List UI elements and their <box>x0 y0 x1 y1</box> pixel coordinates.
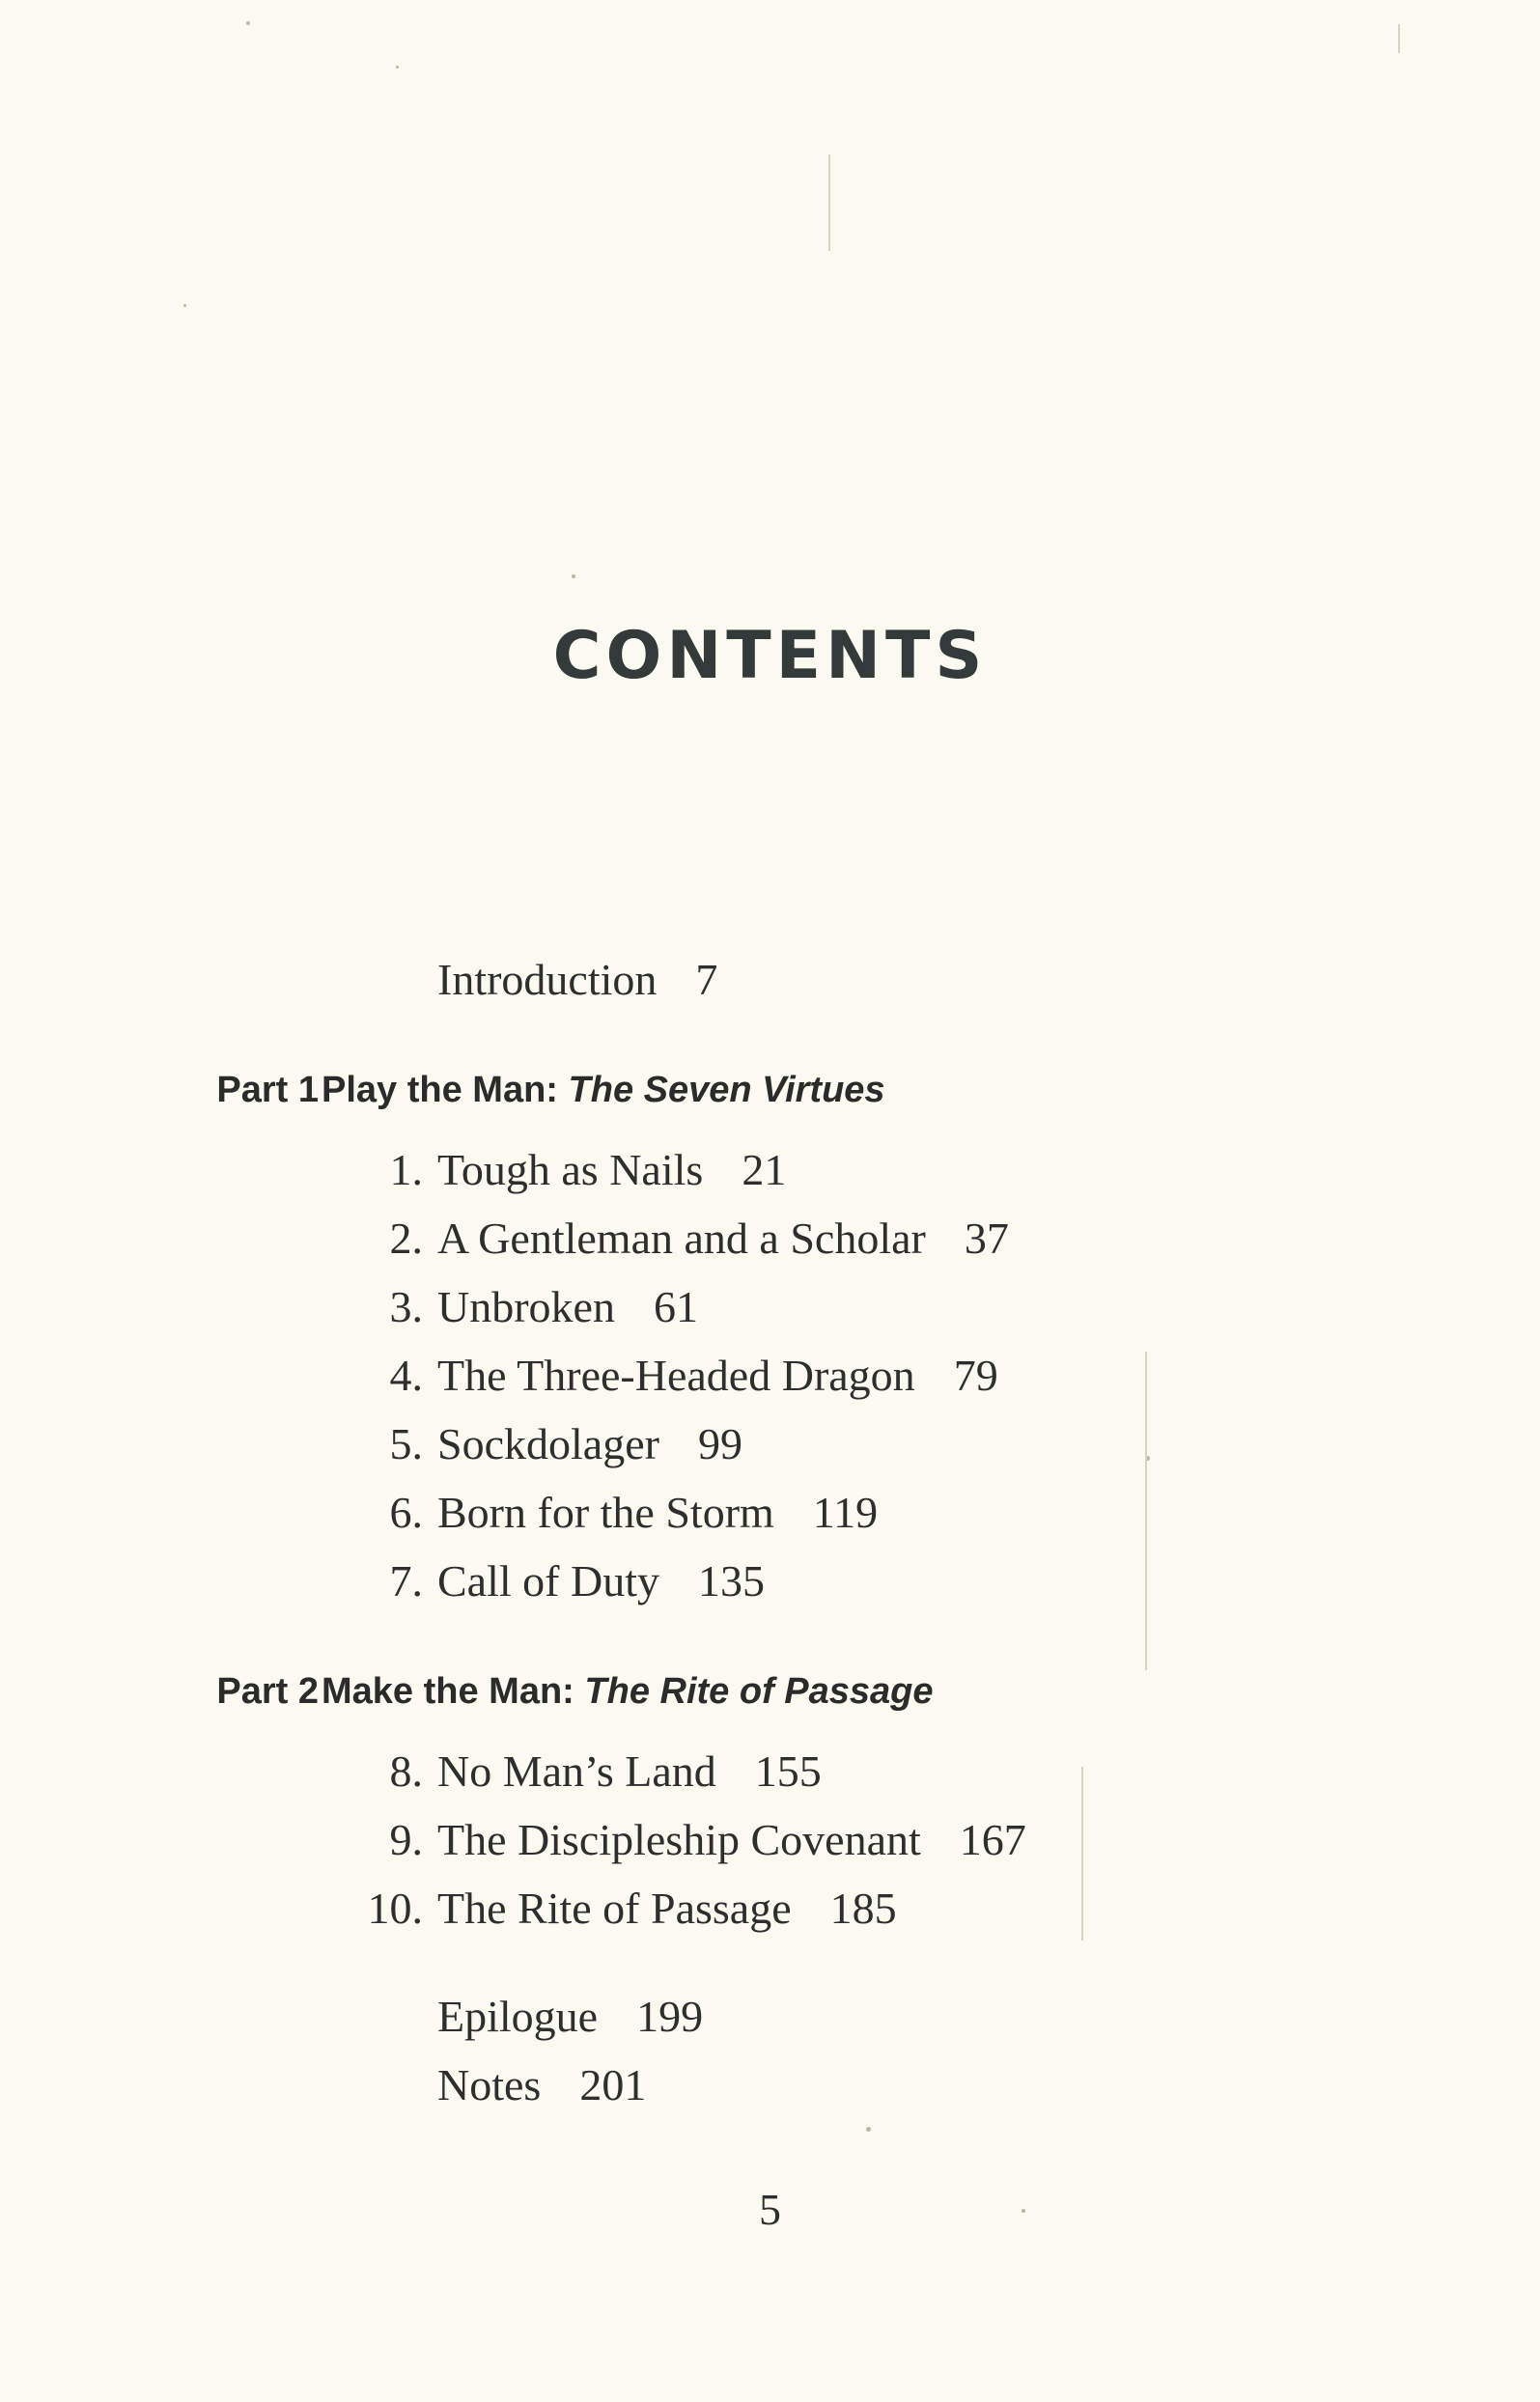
toc-chapter <box>0 1555 1540 1613</box>
entry-title: Notes <box>437 2060 542 2109</box>
chapter-number: 2. <box>389 1214 423 1263</box>
chapter-page: 21 <box>742 1145 787 1194</box>
toc-chapter <box>0 1144 1540 1202</box>
part-heading-2 <box>203 1671 1072 1718</box>
chapter-title: Sockdolager <box>437 1419 659 1468</box>
toc-entry-epilogue <box>437 1991 703 2042</box>
chapter-entry <box>437 1144 786 1195</box>
chapter-number: 7. <box>389 1556 423 1606</box>
entry-title: Introduction <box>437 955 658 1004</box>
chapter-entry <box>437 1350 998 1401</box>
chapter-title: Call of Duty <box>437 1556 659 1606</box>
entry-page: 7 <box>695 955 718 1004</box>
toc-chapter <box>0 1487 1540 1545</box>
chapter-number: 9. <box>389 1815 423 1864</box>
chapter-number: 5. <box>389 1419 423 1468</box>
part-label: Part 2 <box>216 1671 319 1712</box>
page-title: CONTENTS <box>552 618 988 694</box>
chapter-page: 167 <box>959 1815 1026 1864</box>
chapter-entry <box>437 1555 765 1606</box>
chapter-entry <box>437 1281 698 1332</box>
toc-chapter <box>0 1883 1540 1941</box>
chapter-entry <box>437 1814 1026 1865</box>
chapter-title: A Gentleman and a Scholar <box>437 1214 926 1263</box>
chapter-number: 6. <box>389 1488 423 1537</box>
part-subtitle: The Seven Virtues <box>568 1070 885 1110</box>
chapter-title: The Rite of Passage <box>437 1884 792 1933</box>
chapter-title: The Three-Headed Dragon <box>437 1351 915 1400</box>
chapter-page: 135 <box>697 1556 765 1606</box>
chapter-number: 8. <box>389 1746 423 1796</box>
toc-chapter <box>0 1418 1540 1476</box>
page-number: 5 <box>759 2185 781 2234</box>
chapter-page: 79 <box>953 1351 998 1400</box>
part-title-text: Make the Man: <box>322 1671 574 1712</box>
toc-chapter <box>0 1814 1540 1872</box>
entry-page: 201 <box>579 2060 647 2109</box>
toc-chapter <box>0 1746 1540 1803</box>
chapter-number: 1. <box>389 1145 423 1194</box>
chapter-entry <box>437 1487 878 1538</box>
chapter-page: 61 <box>653 1282 698 1331</box>
chapter-title: Tough as Nails <box>437 1145 704 1194</box>
chapter-entry <box>437 1746 822 1797</box>
part-title <box>322 1070 885 1111</box>
chapter-entry <box>437 1213 1009 1264</box>
scan-speck <box>246 21 250 25</box>
chapter-page: 37 <box>964 1214 1009 1263</box>
toc-chapter <box>0 1350 1540 1408</box>
scan-speck <box>183 304 186 307</box>
chapter-page: 119 <box>812 1488 879 1537</box>
part-title-text: Play the Man: <box>322 1070 558 1110</box>
entry-title: Epilogue <box>437 1992 599 2041</box>
part-heading-1 <box>203 1070 1072 1116</box>
chapter-page: 99 <box>697 1419 742 1468</box>
chapter-title: The Discipleship Covenant <box>437 1815 921 1864</box>
chapter-page: 155 <box>754 1746 822 1796</box>
chapter-number: 4. <box>389 1351 423 1400</box>
scan-speck <box>396 66 399 69</box>
part-title <box>322 1671 934 1713</box>
chapter-entry <box>437 1883 897 1934</box>
scan-speck <box>866 2127 871 2132</box>
toc-entry-introduction <box>437 954 717 1005</box>
toc-chapter <box>0 1213 1540 1271</box>
toc-entry-notes <box>437 2059 646 2110</box>
scan-scratch <box>1398 24 1400 53</box>
chapter-title: No Man’s Land <box>437 1746 716 1796</box>
entry-page: 199 <box>636 1992 704 2041</box>
scan-speck <box>572 574 575 578</box>
toc-chapter <box>0 1281 1540 1339</box>
chapter-title: Unbroken <box>437 1282 615 1331</box>
chapter-number: 10. <box>367 1884 423 1933</box>
part-subtitle: The Rite of Passage <box>584 1671 934 1712</box>
part-label: Part 1 <box>216 1070 319 1110</box>
chapter-number: 3. <box>389 1282 423 1331</box>
chapter-entry <box>437 1418 742 1469</box>
chapter-title: Born for the Storm <box>437 1488 774 1537</box>
chapter-page: 185 <box>829 1884 897 1933</box>
scan-scratch <box>828 154 830 251</box>
